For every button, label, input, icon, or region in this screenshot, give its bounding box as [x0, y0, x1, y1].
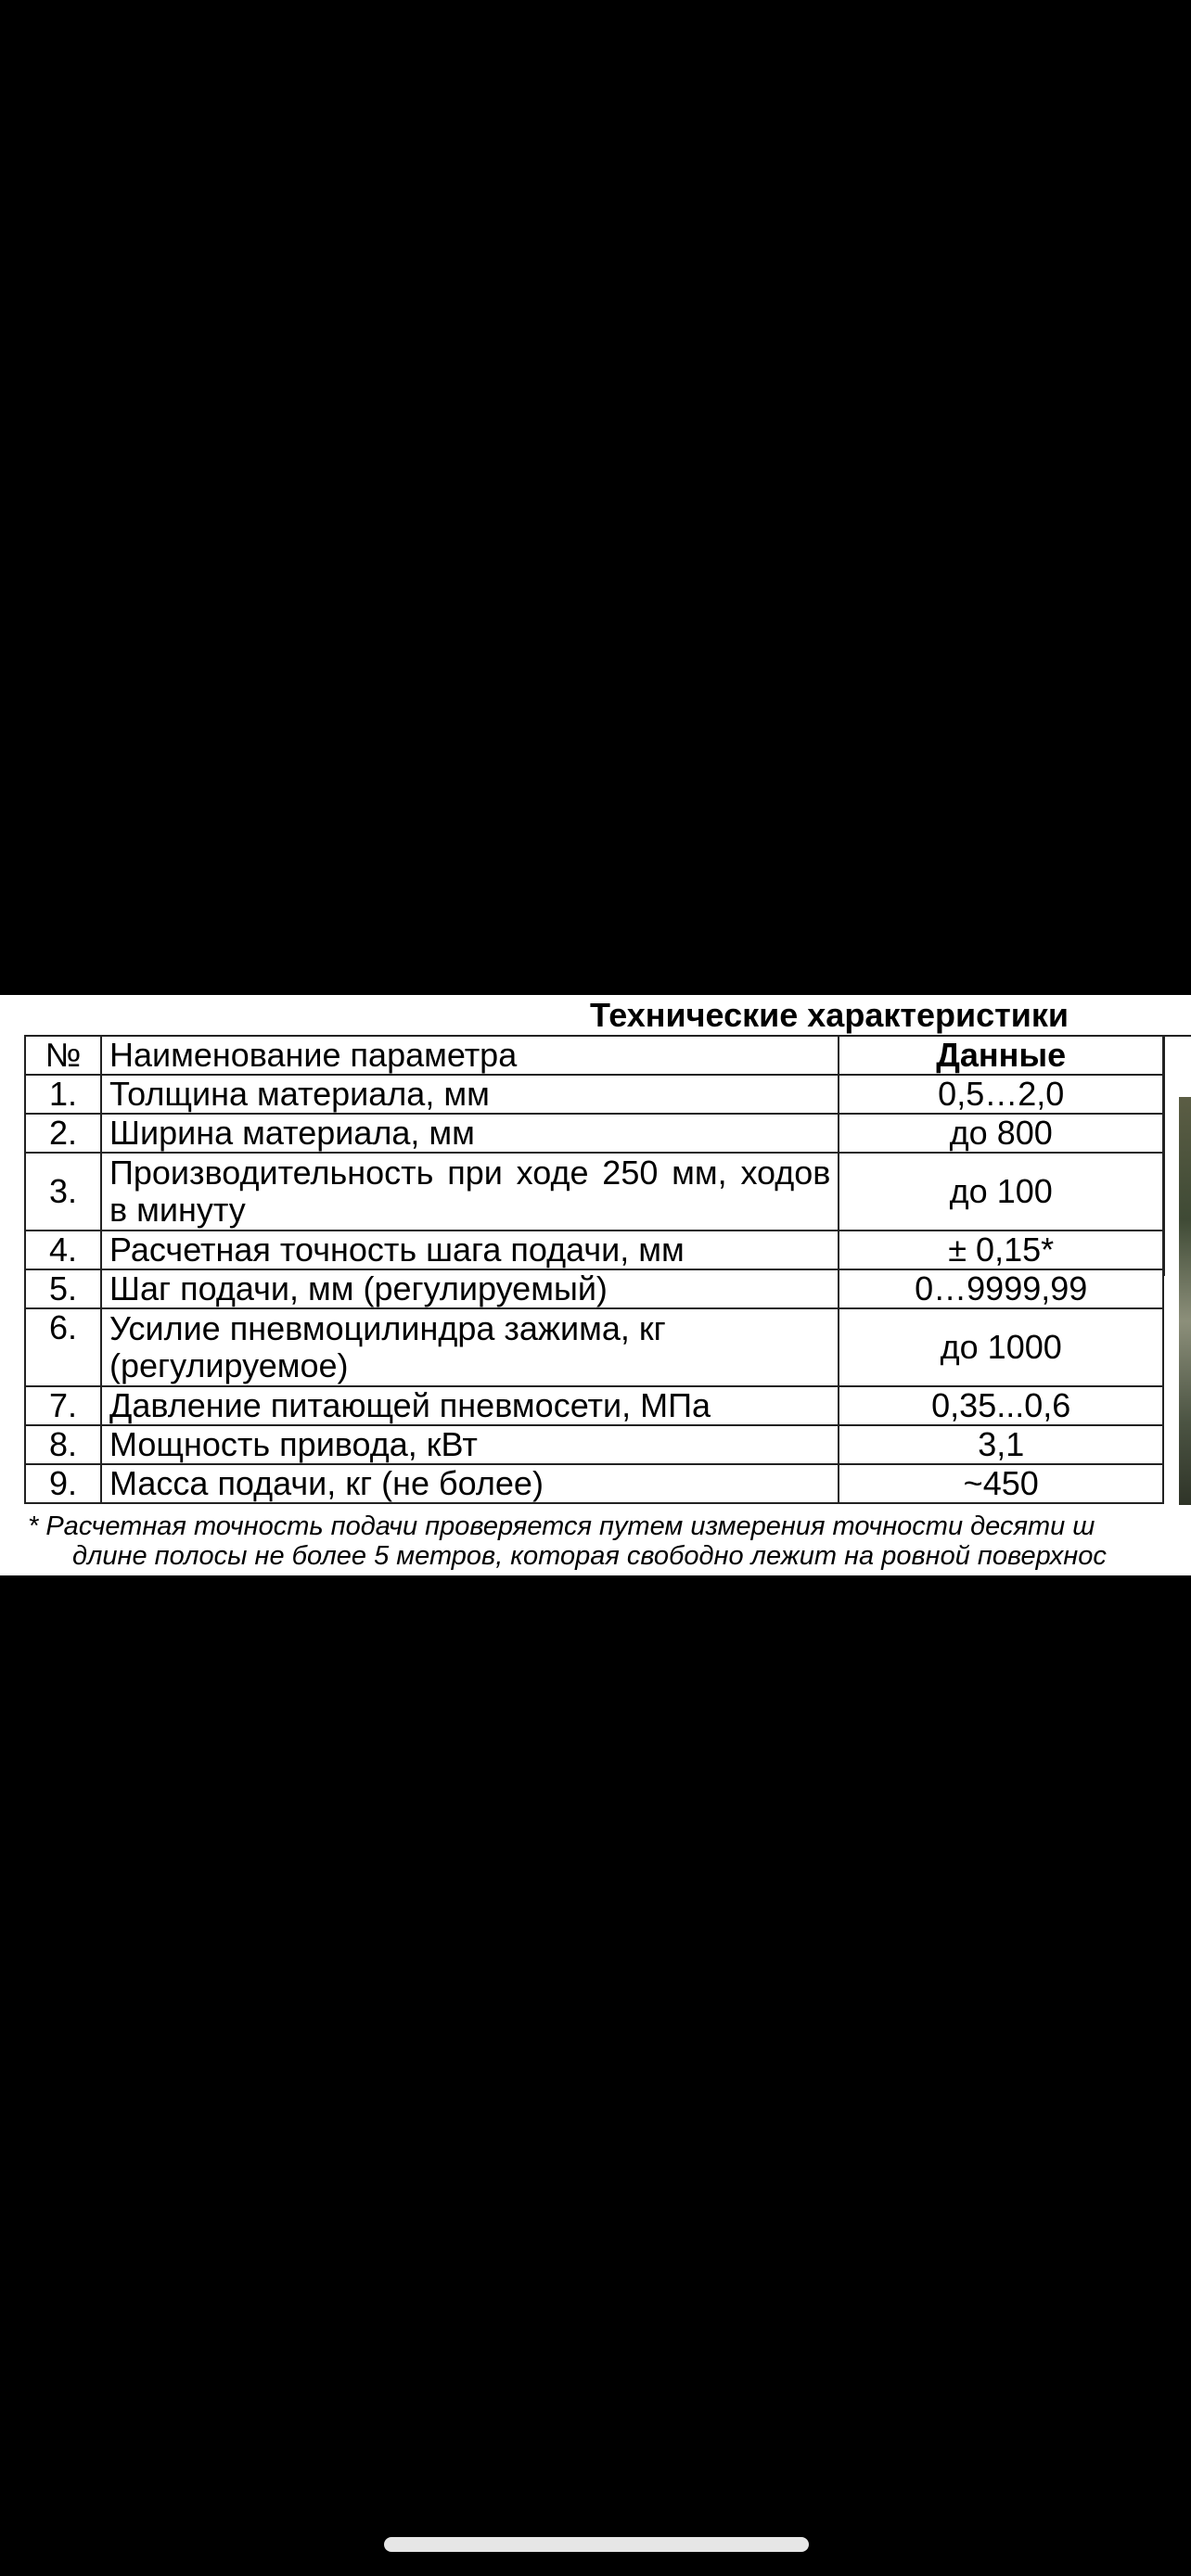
row-name: Масса подачи, кг (не более) [101, 1464, 839, 1503]
row-value: ~450 [839, 1464, 1163, 1503]
table-row [25, 1153, 1163, 1231]
row-value: 0,35...0,6 [839, 1386, 1163, 1425]
header-name: Наименование параметра [101, 1036, 839, 1075]
table-row [25, 1308, 1163, 1386]
row-value: 3,1 [839, 1425, 1163, 1464]
header-num: № [25, 1036, 101, 1075]
row-num: 5. [25, 1269, 101, 1308]
row-num: 1. [25, 1075, 101, 1114]
row-value: 0…9999,99 [839, 1269, 1163, 1308]
table-row [25, 1464, 1163, 1503]
row-num: 7. [25, 1386, 101, 1425]
footnote-line-2: длине полосы не более 5 метров, которая свободно лежит на ровной поверхнос [72, 1541, 1107, 1571]
home-indicator[interactable] [384, 2537, 809, 2552]
row-value: до 800 [839, 1114, 1163, 1153]
row-num: 9. [25, 1464, 101, 1503]
table-row [25, 1269, 1163, 1308]
row-value: ± 0,15* [839, 1231, 1163, 1269]
spec-table [24, 1035, 1164, 1504]
row-name: Шаг подачи, мм (регулируемый) [101, 1269, 839, 1308]
footnote [28, 1511, 1107, 1571]
footnote-line-1: * Расчетная точность подачи проверяется путем измерения точности десяти ш [28, 1511, 1095, 1541]
row-name: Толщина материала, мм [101, 1075, 839, 1114]
row-name: Производительность при ходе 250 мм, ходов в минуту [101, 1153, 839, 1231]
table-row [25, 1425, 1163, 1464]
document-title: Технические характеристики [590, 996, 1069, 1034]
table-row [25, 1386, 1163, 1425]
row-value: до 100 [839, 1153, 1163, 1231]
row-num: 8. [25, 1425, 101, 1464]
header-value: Данные [839, 1036, 1163, 1075]
cropped-photo-edge [1179, 1097, 1191, 1505]
row-num: 3. [25, 1153, 101, 1231]
row-num: 2. [25, 1114, 101, 1153]
row-name: Мощность привода, кВт [101, 1425, 839, 1464]
table-row [25, 1114, 1163, 1153]
row-num: 4. [25, 1231, 101, 1269]
table-row [25, 1075, 1163, 1114]
row-value: до 1000 [839, 1308, 1163, 1386]
row-value: 0,5…2,0 [839, 1075, 1163, 1114]
row-name: Усилие пневмоцилиндра зажима, кг (регулируемое) [101, 1308, 839, 1386]
document-photo [0, 995, 1191, 1575]
row-name: Давление питающей пневмосети, МПа [101, 1386, 839, 1425]
table-row [25, 1231, 1163, 1269]
row-name: Ширина материала, мм [101, 1114, 839, 1153]
row-name: Расчетная точность шага подачи, мм [101, 1231, 839, 1269]
table-header-row [25, 1036, 1163, 1075]
row-num: 6. [25, 1308, 101, 1386]
